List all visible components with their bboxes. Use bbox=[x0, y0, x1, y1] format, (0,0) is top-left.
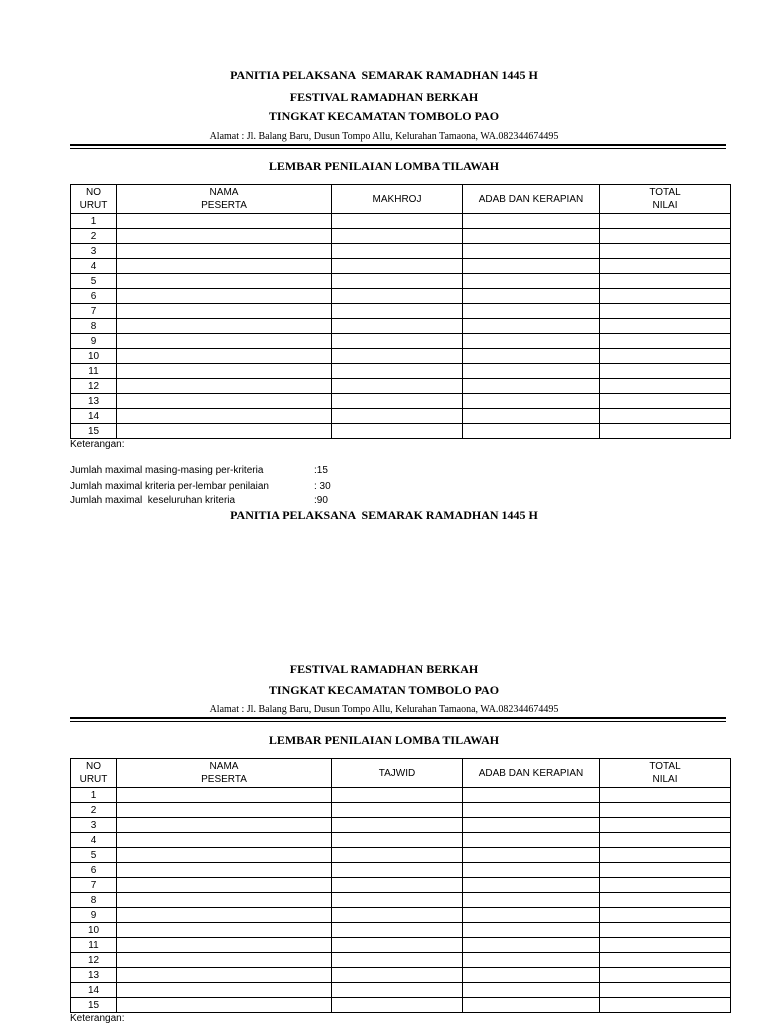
table-header-row bbox=[71, 185, 731, 214]
note-value: :15 bbox=[314, 465, 328, 476]
notes-label: Keterangan: bbox=[70, 1013, 125, 1024]
cell-criteria-2[interactable] bbox=[463, 893, 600, 908]
cell-criteria-1[interactable] bbox=[332, 923, 463, 938]
cell-criteria-2[interactable] bbox=[463, 863, 600, 878]
cell-total-nilai[interactable] bbox=[600, 259, 731, 274]
cell-criteria-1[interactable] bbox=[332, 214, 463, 229]
table-row bbox=[71, 244, 731, 259]
row-number: 4 bbox=[71, 259, 117, 274]
cell-criteria-1[interactable] bbox=[332, 893, 463, 908]
cell-criteria-2[interactable] bbox=[463, 394, 600, 409]
cell-total-nilai[interactable] bbox=[600, 923, 731, 938]
cell-total-nilai[interactable] bbox=[600, 289, 731, 304]
row-number: 2 bbox=[71, 229, 117, 244]
cell-total-nilai[interactable] bbox=[600, 379, 731, 394]
cell-total-nilai[interactable] bbox=[600, 364, 731, 379]
cell-total-nilai[interactable] bbox=[600, 998, 731, 1013]
row-number: 5 bbox=[71, 848, 117, 863]
cell-nama-peserta[interactable] bbox=[117, 968, 332, 983]
table-row bbox=[71, 818, 731, 833]
cell-criteria-2[interactable] bbox=[463, 803, 600, 818]
cell-criteria-1[interactable] bbox=[332, 244, 463, 259]
cell-criteria-2[interactable] bbox=[463, 938, 600, 953]
cell-nama-peserta[interactable] bbox=[117, 893, 332, 908]
cell-criteria-2[interactable] bbox=[463, 983, 600, 998]
cell-criteria-2[interactable] bbox=[463, 968, 600, 983]
table-row bbox=[71, 409, 731, 424]
cell-nama-peserta[interactable] bbox=[117, 923, 332, 938]
table-row bbox=[71, 863, 731, 878]
cell-nama-peserta[interactable] bbox=[117, 818, 332, 833]
row-number: 3 bbox=[71, 818, 117, 833]
table-row bbox=[71, 938, 731, 953]
cell-criteria-2[interactable] bbox=[463, 289, 600, 304]
cell-nama-peserta[interactable] bbox=[117, 319, 332, 334]
cell-criteria-1[interactable] bbox=[332, 229, 463, 244]
col-tajwid: TAJWID bbox=[332, 759, 463, 788]
cell-criteria-1[interactable] bbox=[332, 349, 463, 364]
cell-total-nilai[interactable] bbox=[600, 833, 731, 848]
cell-total-nilai[interactable] bbox=[600, 424, 731, 439]
row-number: 6 bbox=[71, 289, 117, 304]
row-number: 12 bbox=[71, 379, 117, 394]
row-number: 6 bbox=[71, 863, 117, 878]
cell-total-nilai[interactable] bbox=[600, 274, 731, 289]
cell-nama-peserta[interactable] bbox=[117, 364, 332, 379]
cell-nama-peserta[interactable] bbox=[117, 334, 332, 349]
cell-nama-peserta[interactable] bbox=[117, 409, 332, 424]
row-number: 15 bbox=[71, 998, 117, 1013]
cell-nama-peserta[interactable] bbox=[117, 304, 332, 319]
table-header-row bbox=[71, 759, 731, 788]
row-number: 4 bbox=[71, 833, 117, 848]
cell-nama-peserta[interactable] bbox=[117, 259, 332, 274]
cell-total-nilai[interactable] bbox=[600, 319, 731, 334]
cell-total-nilai[interactable] bbox=[600, 394, 731, 409]
cell-nama-peserta[interactable] bbox=[117, 274, 332, 289]
col-no-urut: NO URUT bbox=[71, 185, 117, 214]
cell-criteria-2[interactable] bbox=[463, 214, 600, 229]
row-number: 10 bbox=[71, 923, 117, 938]
cell-criteria-1[interactable] bbox=[332, 833, 463, 848]
col-total-nilai: TOTAL NILAI bbox=[600, 185, 731, 214]
cell-criteria-1[interactable] bbox=[332, 818, 463, 833]
note-value: : 30 bbox=[314, 481, 331, 492]
col-nama-peserta: NAMA PESERTA bbox=[117, 185, 332, 214]
col-no-urut: NO URUT bbox=[71, 759, 117, 788]
table-row bbox=[71, 803, 731, 818]
cell-criteria-1[interactable] bbox=[332, 803, 463, 818]
cell-total-nilai[interactable] bbox=[600, 334, 731, 349]
header-divider bbox=[70, 144, 726, 149]
cell-criteria-2[interactable] bbox=[463, 409, 600, 424]
cell-criteria-2[interactable] bbox=[463, 998, 600, 1013]
cell-total-nilai[interactable] bbox=[600, 878, 731, 893]
col-nama-peserta: NAMA PESERTA bbox=[117, 759, 332, 788]
cell-criteria-1[interactable] bbox=[332, 274, 463, 289]
col-total-nilai: TOTAL NILAI bbox=[600, 759, 731, 788]
table-row bbox=[71, 274, 731, 289]
cell-criteria-2[interactable] bbox=[463, 878, 600, 893]
cell-nama-peserta[interactable] bbox=[117, 953, 332, 968]
cell-criteria-2[interactable] bbox=[463, 304, 600, 319]
cell-total-nilai[interactable] bbox=[600, 244, 731, 259]
row-number: 11 bbox=[71, 938, 117, 953]
row-number: 8 bbox=[71, 319, 117, 334]
cell-total-nilai[interactable] bbox=[600, 304, 731, 319]
cell-total-nilai[interactable] bbox=[600, 409, 731, 424]
cell-criteria-2[interactable] bbox=[463, 788, 600, 803]
cell-nama-peserta[interactable] bbox=[117, 983, 332, 998]
cell-nama-peserta[interactable] bbox=[117, 289, 332, 304]
cell-criteria-2[interactable] bbox=[463, 848, 600, 863]
cell-criteria-1[interactable] bbox=[332, 289, 463, 304]
table-row bbox=[71, 289, 731, 304]
cell-criteria-2[interactable] bbox=[463, 259, 600, 274]
table-row bbox=[71, 394, 731, 409]
row-number: 5 bbox=[71, 274, 117, 289]
cell-nama-peserta[interactable] bbox=[117, 424, 332, 439]
cell-total-nilai[interactable] bbox=[600, 908, 731, 923]
address: Alamat : Jl. Balang Baru, Dusun Tompo Allu, Kelurahan Tamaona, WA.082344674495 bbox=[209, 704, 559, 715]
cell-nama-peserta[interactable] bbox=[117, 788, 332, 803]
table-row bbox=[71, 214, 731, 229]
cell-criteria-2[interactable] bbox=[463, 274, 600, 289]
cell-total-nilai[interactable] bbox=[600, 893, 731, 908]
cell-criteria-2[interactable] bbox=[463, 908, 600, 923]
table-row bbox=[71, 893, 731, 908]
cell-criteria-2[interactable] bbox=[463, 953, 600, 968]
header-committee: PANITIA PELAKSANA SEMARAK RAMADHAN 1445 H bbox=[230, 68, 538, 82]
cell-nama-peserta[interactable] bbox=[117, 998, 332, 1013]
table-row bbox=[71, 908, 731, 923]
cell-criteria-1[interactable] bbox=[332, 304, 463, 319]
cell-nama-peserta[interactable] bbox=[117, 244, 332, 259]
cell-total-nilai[interactable] bbox=[600, 863, 731, 878]
cell-nama-peserta[interactable] bbox=[117, 878, 332, 893]
cell-criteria-2[interactable] bbox=[463, 349, 600, 364]
cell-criteria-2[interactable] bbox=[463, 833, 600, 848]
cell-total-nilai[interactable] bbox=[600, 818, 731, 833]
row-number: 14 bbox=[71, 983, 117, 998]
cell-criteria-1[interactable] bbox=[332, 259, 463, 274]
note-label: Jumlah maximal masing-masing per-kriteria bbox=[70, 465, 264, 476]
cell-nama-peserta[interactable] bbox=[117, 379, 332, 394]
table-row bbox=[71, 878, 731, 893]
cell-criteria-1[interactable] bbox=[332, 319, 463, 334]
cell-criteria-1[interactable] bbox=[332, 908, 463, 923]
table-row bbox=[71, 229, 731, 244]
cell-criteria-1[interactable] bbox=[332, 788, 463, 803]
table-row bbox=[71, 259, 731, 274]
cell-total-nilai[interactable] bbox=[600, 803, 731, 818]
cell-criteria-1[interactable] bbox=[332, 863, 463, 878]
cell-total-nilai[interactable] bbox=[600, 788, 731, 803]
table-row bbox=[71, 334, 731, 349]
table-row bbox=[71, 968, 731, 983]
cell-total-nilai[interactable] bbox=[600, 229, 731, 244]
row-number: 2 bbox=[71, 803, 117, 818]
row-number: 9 bbox=[71, 334, 117, 349]
cell-criteria-2[interactable] bbox=[463, 244, 600, 259]
table-row bbox=[71, 983, 731, 998]
header-level: TINGKAT KECAMATAN TOMBOLO PAO bbox=[268, 109, 500, 123]
table-row bbox=[71, 364, 731, 379]
cell-nama-peserta[interactable] bbox=[117, 803, 332, 818]
table-row bbox=[71, 304, 731, 319]
col-adab-kerapian: ADAB DAN KERAPIAN bbox=[463, 185, 600, 214]
table-row bbox=[71, 998, 731, 1013]
address: Alamat : Jl. Balang Baru, Dusun Tompo Allu, Kelurahan Tamaona, WA.082344674495 bbox=[209, 131, 559, 142]
cell-criteria-2[interactable] bbox=[463, 818, 600, 833]
cell-total-nilai[interactable] bbox=[600, 953, 731, 968]
note-label: Jumlah maximal kriteria per-lembar penilaian bbox=[70, 481, 269, 492]
table-row bbox=[71, 349, 731, 364]
cell-nama-peserta[interactable] bbox=[117, 349, 332, 364]
cell-nama-peserta[interactable] bbox=[117, 394, 332, 409]
cell-criteria-1[interactable] bbox=[332, 938, 463, 953]
notes-label: Keterangan: bbox=[70, 439, 125, 450]
cell-criteria-1[interactable] bbox=[332, 364, 463, 379]
row-number: 15 bbox=[71, 424, 117, 439]
note-value: :90 bbox=[314, 495, 328, 506]
header-festival: FESTIVAL RAMADHAN BERKAH bbox=[289, 662, 479, 676]
row-number: 3 bbox=[71, 244, 117, 259]
cell-criteria-1[interactable] bbox=[332, 379, 463, 394]
header-level: TINGKAT KECAMATAN TOMBOLO PAO bbox=[268, 683, 500, 697]
row-number: 11 bbox=[71, 364, 117, 379]
table-row bbox=[71, 319, 731, 334]
table-row bbox=[71, 848, 731, 863]
table-row bbox=[71, 379, 731, 394]
cell-total-nilai[interactable] bbox=[600, 349, 731, 364]
cell-total-nilai[interactable] bbox=[600, 848, 731, 863]
cell-criteria-1[interactable] bbox=[332, 394, 463, 409]
col-adab-kerapian: ADAB DAN KERAPIAN bbox=[463, 759, 600, 788]
header-divider bbox=[70, 717, 726, 722]
cell-criteria-1[interactable] bbox=[332, 848, 463, 863]
row-number: 7 bbox=[71, 304, 117, 319]
row-number: 12 bbox=[71, 953, 117, 968]
row-number: 1 bbox=[71, 214, 117, 229]
cell-criteria-1[interactable] bbox=[332, 878, 463, 893]
cell-nama-peserta[interactable] bbox=[117, 833, 332, 848]
cell-nama-peserta[interactable] bbox=[117, 848, 332, 863]
header-festival: FESTIVAL RAMADHAN BERKAH bbox=[289, 90, 479, 104]
score-table bbox=[70, 758, 731, 1013]
cell-nama-peserta[interactable] bbox=[117, 863, 332, 878]
row-number: 8 bbox=[71, 893, 117, 908]
cell-total-nilai[interactable] bbox=[600, 968, 731, 983]
table-row bbox=[71, 923, 731, 938]
cell-criteria-2[interactable] bbox=[463, 364, 600, 379]
cell-criteria-1[interactable] bbox=[332, 968, 463, 983]
row-number: 7 bbox=[71, 878, 117, 893]
cell-total-nilai[interactable] bbox=[600, 214, 731, 229]
table-row bbox=[71, 953, 731, 968]
cell-criteria-2[interactable] bbox=[463, 319, 600, 334]
row-number: 10 bbox=[71, 349, 117, 364]
col-makhroj: MAKHROJ bbox=[332, 185, 463, 214]
cell-total-nilai[interactable] bbox=[600, 938, 731, 953]
cell-criteria-2[interactable] bbox=[463, 229, 600, 244]
cell-criteria-2[interactable] bbox=[463, 334, 600, 349]
cell-criteria-2[interactable] bbox=[463, 379, 600, 394]
form-title: LEMBAR PENILAIAN LOMBA TILAWAH bbox=[268, 159, 500, 173]
cell-criteria-1[interactable] bbox=[332, 998, 463, 1013]
cell-nama-peserta[interactable] bbox=[117, 214, 332, 229]
row-number: 13 bbox=[71, 968, 117, 983]
cell-criteria-1[interactable] bbox=[332, 334, 463, 349]
row-number: 1 bbox=[71, 788, 117, 803]
cell-criteria-1[interactable] bbox=[332, 409, 463, 424]
cell-criteria-1[interactable] bbox=[332, 953, 463, 968]
cell-nama-peserta[interactable] bbox=[117, 908, 332, 923]
row-number: 14 bbox=[71, 409, 117, 424]
table-row bbox=[71, 788, 731, 803]
cell-total-nilai[interactable] bbox=[600, 983, 731, 998]
table-row bbox=[71, 833, 731, 848]
form-title: LEMBAR PENILAIAN LOMBA TILAWAH bbox=[268, 733, 500, 747]
cell-criteria-1[interactable] bbox=[332, 424, 463, 439]
note-label: Jumlah maximal keseluruhan kriteria bbox=[70, 495, 236, 506]
row-number: 13 bbox=[71, 394, 117, 409]
row-number: 9 bbox=[71, 908, 117, 923]
cell-criteria-1[interactable] bbox=[332, 983, 463, 998]
cell-nama-peserta[interactable] bbox=[117, 938, 332, 953]
score-table bbox=[70, 184, 731, 439]
table-row bbox=[71, 424, 731, 439]
header-committee: PANITIA PELAKSANA SEMARAK RAMADHAN 1445 H bbox=[230, 508, 538, 522]
cell-nama-peserta[interactable] bbox=[117, 229, 332, 244]
cell-criteria-2[interactable] bbox=[463, 923, 600, 938]
cell-criteria-2[interactable] bbox=[463, 424, 600, 439]
